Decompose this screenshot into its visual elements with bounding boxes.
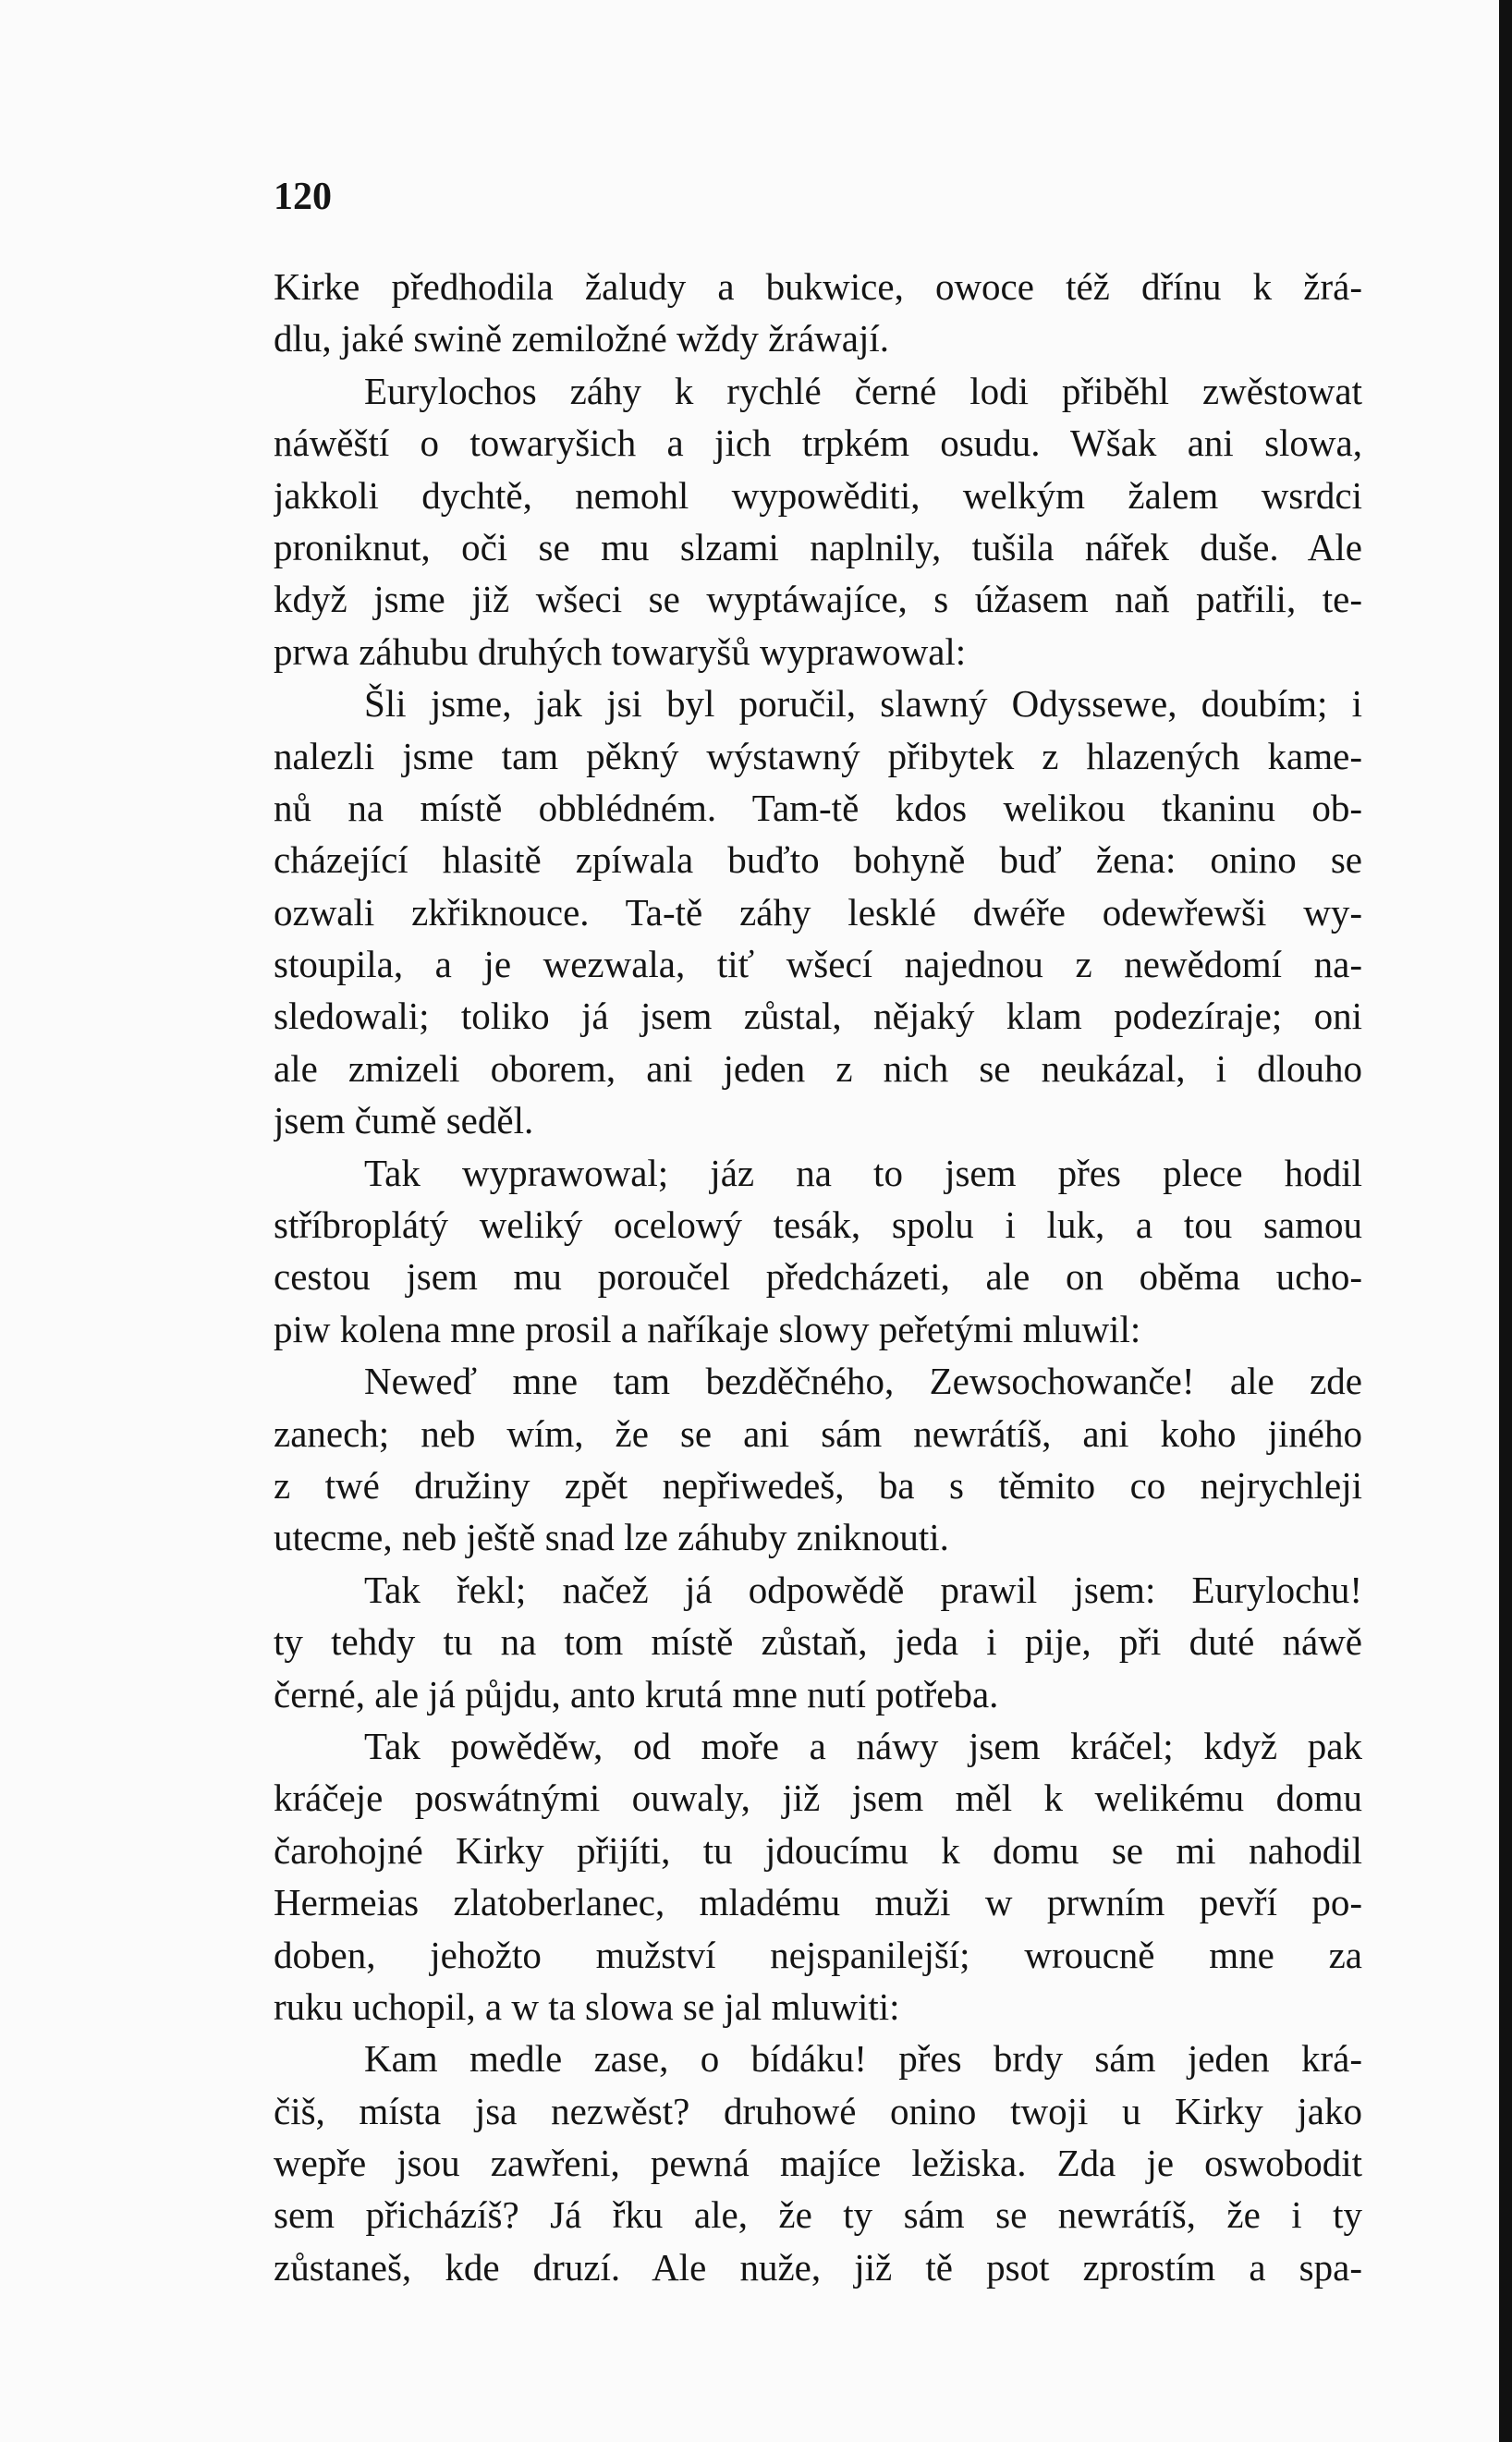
text-line: ruku uchopil, a w ta slowa se jal mluwiti: — [274, 1984, 900, 2028]
text-line: Šli jsme, jak jsi byl poručil, slawný Odyssewe, doubím; i — [364, 682, 1362, 726]
text-line: nů na místě obblédném. Tam-tě kdos welikou tkaninu ob- — [274, 786, 1362, 829]
text-line: proniknut, oči se mu slzami naplnily, tušila nářek duše. Ale — [274, 525, 1362, 568]
text-line: jakkoli dychtě, nemohl wypowěditi, welkým žalem wsrdci — [274, 473, 1362, 517]
text-line: nalezli jsme tam pěkný wýstawný přibytek z hlazených kame- — [274, 734, 1362, 777]
page-number: 120 — [274, 176, 332, 218]
text-line: stříbroplátý weliký ocelowý tesák, spolu i luk, a tou samou — [274, 1203, 1362, 1247]
text-line: Hermeias zlatoberlanec, mladému muži w prwním pevří po- — [274, 1881, 1362, 1924]
text-line: doben, jehožto mužství nejspanilejší; wroucně mne za — [274, 1933, 1362, 1976]
text-line: ozwali zkřiknouce. Ta-tě záhy lesklé dwéře odewřewši wy- — [274, 890, 1362, 934]
text-line: utecme, neb ještě snad lze záhuby zniknouti. — [274, 1516, 949, 1559]
text-line: náwěští o towaryšich a jich trpkém osudu. Wšak ani slowa, — [274, 421, 1362, 465]
text-line: stoupila, a je wezwala, tiť wšecí najednou z newědomí na- — [274, 943, 1362, 986]
text-line: jsem čumě seděl. — [274, 1099, 534, 1142]
text-line: Kam medle zase, o bídáku! přes brdy sám jeden krá- — [364, 2037, 1362, 2081]
text-line: Kirke předhodila žaludy a bukwice, owoce též dřínu k žrá- — [274, 265, 1362, 308]
scan-edge-shadow — [1499, 0, 1512, 2442]
text-line: čiš, místa jsa nezwěst? druhowé onino twoji u Kirky jako — [274, 2089, 1362, 2132]
body-text — [274, 261, 1362, 2293]
text-line: Tak řekl; načež já odpowědě prawil jsem: Eurylochu! — [364, 1568, 1362, 1611]
text-line: zanech; neb wím, že se ani sám newrátíš, ani koho jiného — [274, 1411, 1362, 1455]
text-line: prwa záhubu druhých towaryšů wyprawowal: — [274, 629, 967, 673]
text-line: když jsme již wšeci se wyptáwajíce, s úžasem naň patřili, te- — [274, 578, 1362, 621]
text-line: kráčeje poswátnými ouwaly, již jsem měl k welikému domu — [274, 1777, 1362, 1820]
text-line: Tak powěděw, od moře a náwy jsem kráčel; když pak — [364, 1724, 1362, 1767]
text-line: cestou jsem mu poroučel předcházeti, ale on oběma ucho- — [274, 1255, 1362, 1299]
text-line: zůstaneš, kde druzí. Ale nuže, již tě psot zprostím a spa- — [274, 2245, 1362, 2289]
text-line: sledowali; toliko já jsem zůstal, nějaký klam podezíraje; oni — [274, 995, 1362, 1038]
text-line: čarohojné Kirky přijíti, tu jdoucímu k domu se mi nahodil — [274, 1828, 1362, 1872]
text-line: Eurylochos záhy k rychlé černé lodi přiběhl zwěstowat — [364, 369, 1362, 412]
text-line: piw kolena mne prosil a naříkaje slowy peřetými mluwil: — [274, 1307, 1141, 1350]
text-line: ale zmizeli oborem, ani jeden z nich se neukázal, i dlouho — [274, 1046, 1362, 1090]
text-line: wepře jsou zawřeni, pewná majíce ležiska. Zda je oswobodit — [274, 2142, 1362, 2185]
text-line: z twé družiny zpět nepřiwedeš, ba s těmito co nejrychleji — [274, 1463, 1362, 1507]
text-line: ty tehdy tu na tom místě zůstaň, jeda i pije, při duté náwě — [274, 1620, 1362, 1664]
text-line: cházející hlasitě zpíwala buďto bohyně buď žena: onino se — [274, 838, 1362, 882]
text-line: Neweď mne tam bezděčného, Zewsochowanče! ale zde — [364, 1360, 1362, 1403]
text-line: dlu, jaké swině zemiložné wždy žráwají. — [274, 317, 889, 360]
text-line: černé, ale já půjdu, anto krutá mne nutí potřeba. — [274, 1672, 999, 1716]
text-line: sem přicházíš? Já řku ale, že ty sám se newrátíš, že i ty — [274, 2193, 1362, 2237]
text-line: Tak wyprawowal; jáz na to jsem přes plece hodil — [364, 1151, 1362, 1194]
